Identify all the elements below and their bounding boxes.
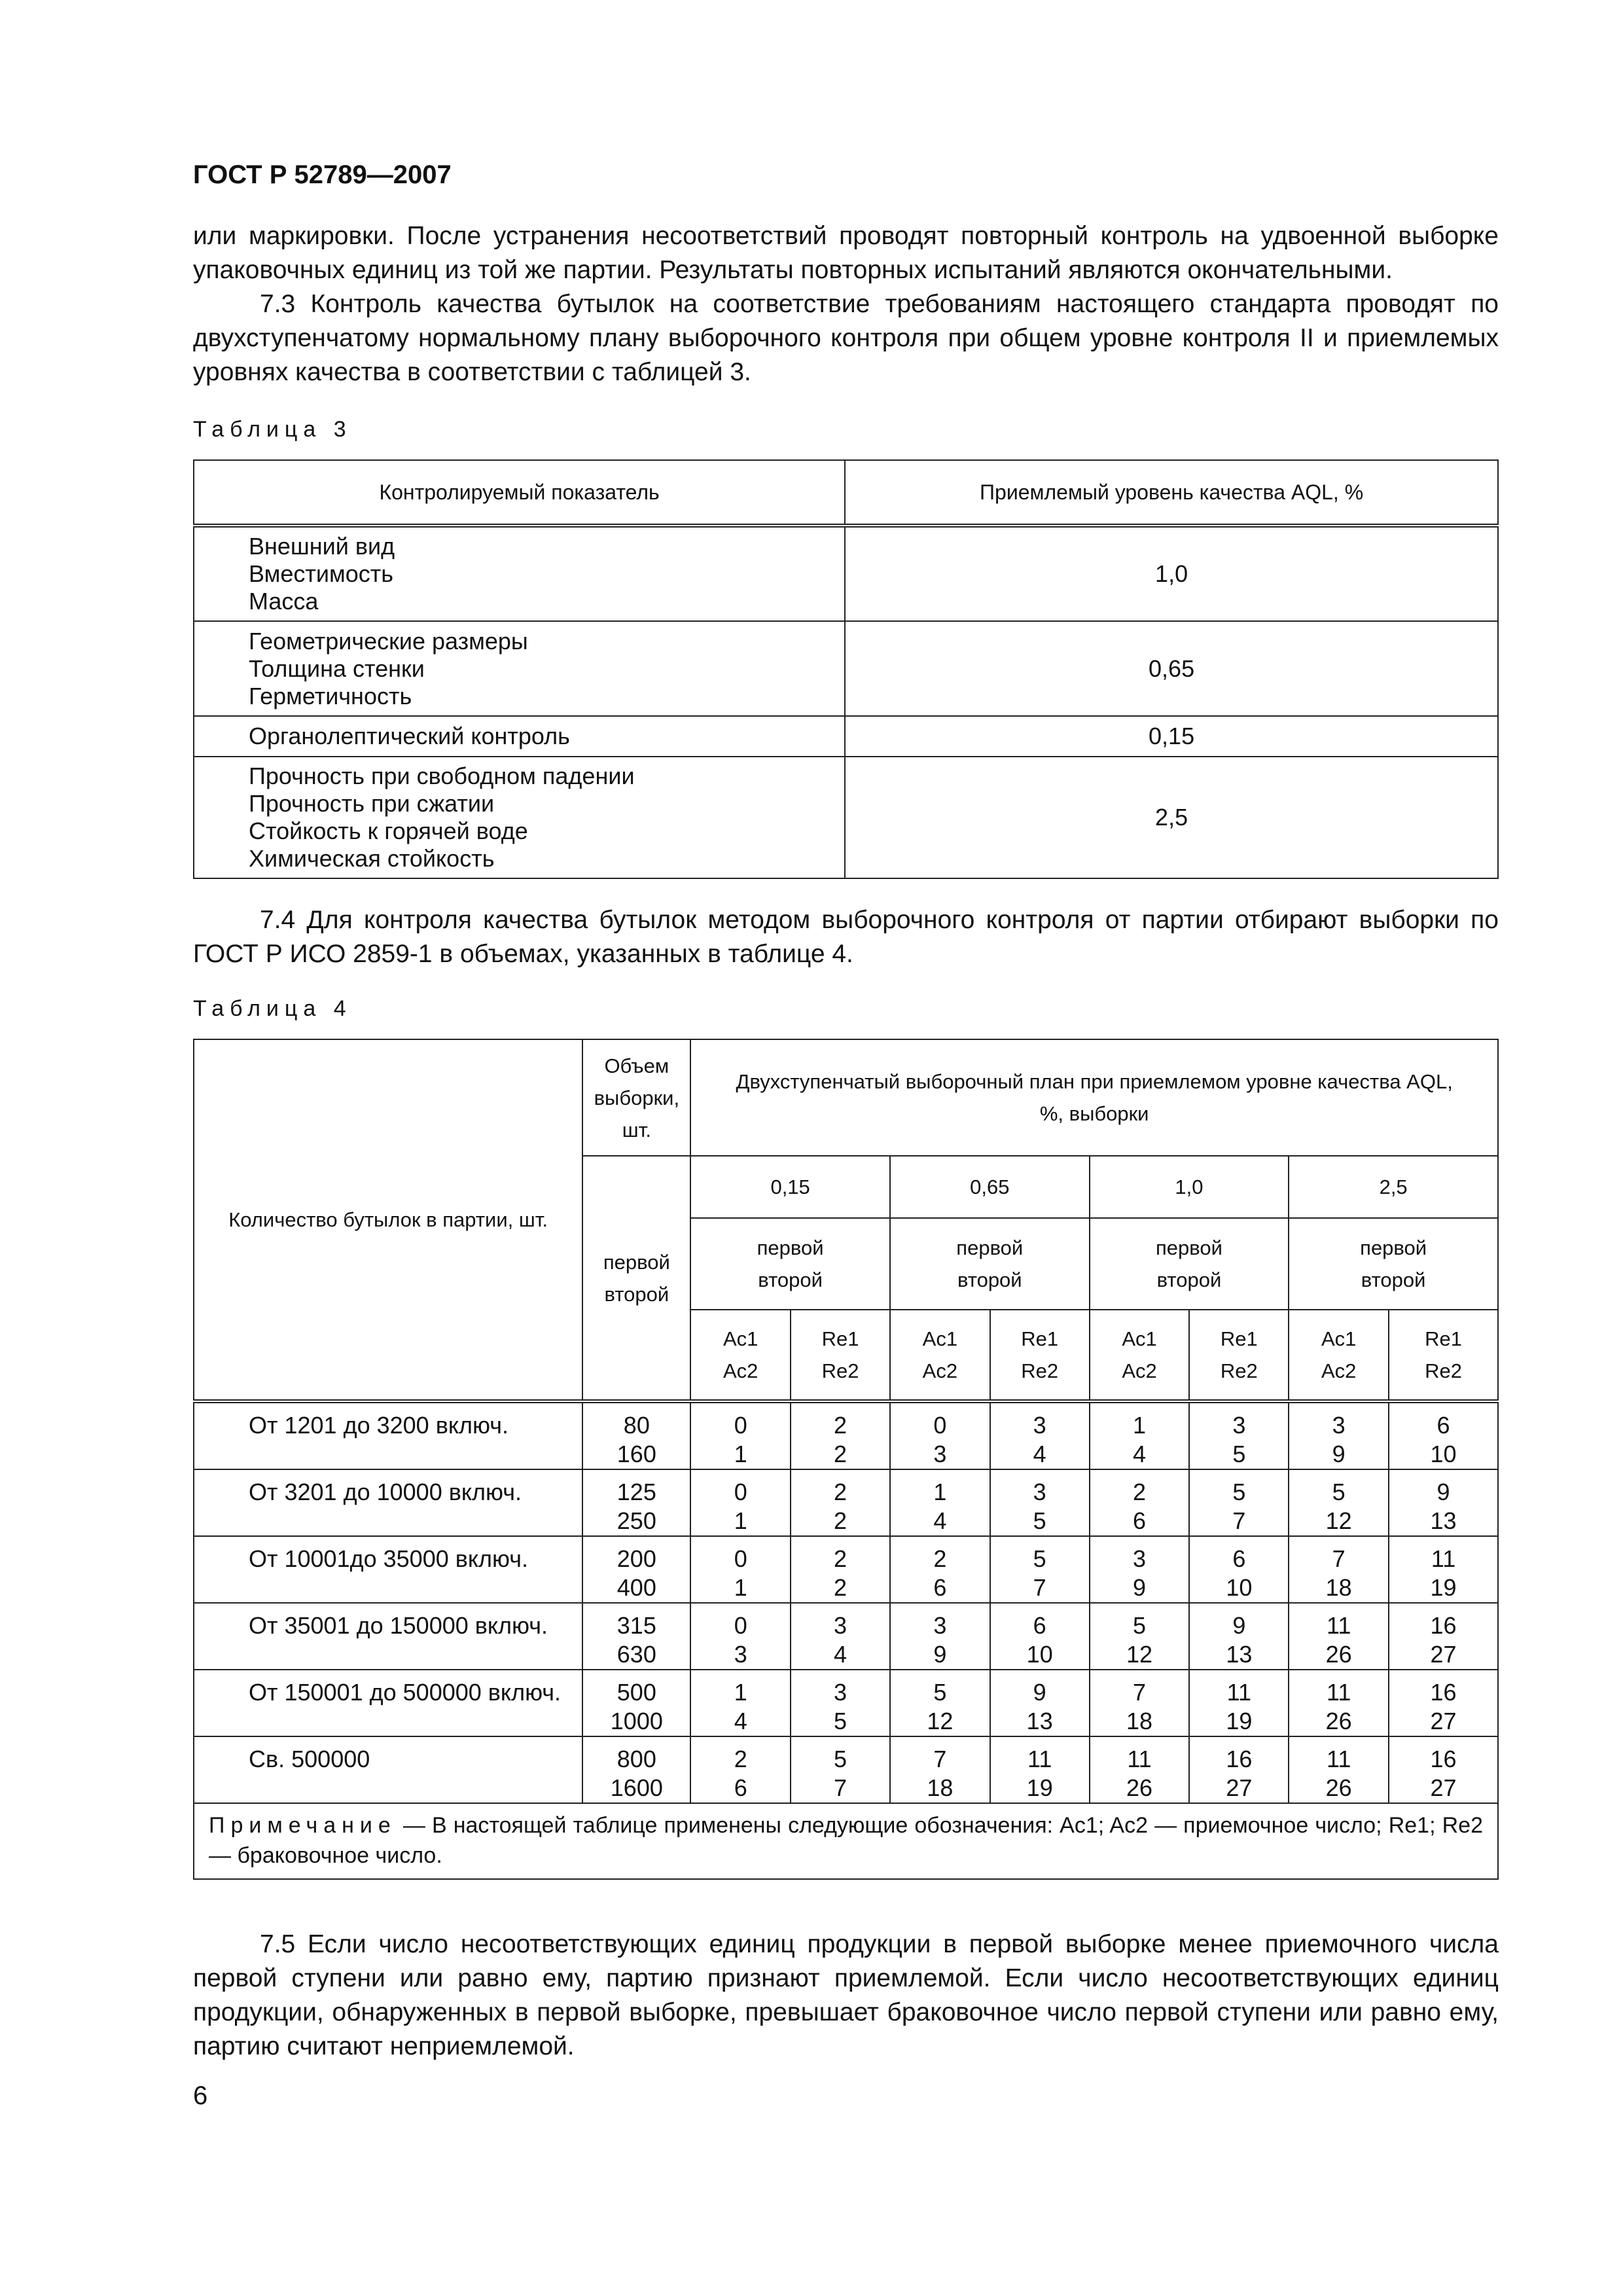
table4-cell-re: 5 7 xyxy=(1189,1469,1289,1536)
table4-cell-re: 16 27 xyxy=(1389,1603,1498,1670)
table4-cell-ac: 2 6 xyxy=(690,1736,791,1803)
table4-cell-re: 2 2 xyxy=(791,1469,890,1536)
table4-cell-re: 5 7 xyxy=(791,1736,890,1803)
table4-aql-level: 1,0 xyxy=(1090,1156,1289,1218)
table4-re-label: Re1 Re2 xyxy=(791,1310,890,1401)
table4-caption: Таблица 4 xyxy=(193,996,352,1021)
table4-cell-ac: 11 26 xyxy=(1090,1736,1190,1803)
table4-cell-re: 3 5 xyxy=(1189,1401,1289,1469)
table4-row-sample-size: 125 250 xyxy=(582,1469,690,1536)
table3-row-value: 0,65 xyxy=(845,621,1498,716)
table4-re-label: Re1 Re2 xyxy=(990,1310,1090,1401)
table4-cell-ac: 0 3 xyxy=(890,1401,990,1469)
table4-cell-ac: 2 6 xyxy=(890,1536,990,1603)
page-number: 6 xyxy=(193,2081,208,2110)
table4-re-label: Re1 Re2 xyxy=(1189,1310,1289,1401)
table4-cell-ac: 11 26 xyxy=(1289,1603,1389,1670)
table4-cell-re: 9 13 xyxy=(1189,1603,1289,1670)
table4-row xyxy=(194,1603,1498,1670)
table4-aql-level: 0,65 xyxy=(890,1156,1090,1218)
table4-sample-order-label: первой второй xyxy=(1090,1218,1289,1310)
table4-cell-re: 3 4 xyxy=(990,1401,1090,1469)
table4-row-sample-size: 800 1600 xyxy=(582,1736,690,1803)
table4-header-sample-size: Объем выборки, шт. xyxy=(582,1039,690,1156)
table4-ac-label: Ac1 Ac2 xyxy=(690,1310,791,1401)
table3-header-indicator: Контролируемый показатель xyxy=(194,460,845,526)
table4-note: Примечание — В настоящей таблице применены следующие обозначения: Ac1; Ac2 — приемочное число; Re1; Re2 — браковочное число. xyxy=(194,1803,1498,1879)
table4-cell-ac: 5 12 xyxy=(890,1670,990,1736)
table4-row-range: От 150001 до 500000 включ. xyxy=(194,1670,582,1736)
table4-cell-ac: 3 9 xyxy=(1289,1401,1389,1469)
table4-cell-ac: 1 4 xyxy=(690,1670,791,1736)
table4-cell-re: 16 27 xyxy=(1189,1736,1289,1803)
table4-cell-re: 6 10 xyxy=(990,1603,1090,1670)
table4-cell-re: 16 27 xyxy=(1389,1736,1498,1803)
table4-cell-ac: 0 3 xyxy=(690,1603,791,1670)
table4-row-sample-size: 80 160 xyxy=(582,1401,690,1469)
table4-cell-re: 11 19 xyxy=(990,1736,1090,1803)
table4-cell-re: 11 19 xyxy=(1389,1536,1498,1603)
paragraph-7-3: 7.3 Контроль качества бутылок на соответствие требованиям настоящего стандарта проводят по двухступенчатому нормальному плану выборочного контроля при общем уровне контроля II и приемлемых уровнях качества в соответствии с таблицей 3. xyxy=(193,290,1499,386)
paragraph-intro: или маркировки. После устранения несоответствий проводят повторный контроль на удвоенной выборке упаковочных единиц из той же партии. Результаты повторных испытаний являются окончательными. xyxy=(193,222,1499,284)
table3-row-indicators: Органолептический контроль xyxy=(194,716,845,757)
table4-row-sample-size: 200 400 xyxy=(582,1536,690,1603)
table4-cell-ac: 5 12 xyxy=(1289,1469,1389,1536)
table4-row-sample-size: 500 1000 xyxy=(582,1670,690,1736)
table4-cell-ac: 7 18 xyxy=(1090,1670,1190,1736)
table4-body xyxy=(194,1401,1498,1803)
table4-row xyxy=(194,1469,1498,1536)
table-4 xyxy=(193,1039,1499,1880)
table3-row-value: 1,0 xyxy=(845,526,1498,621)
table4-cell-ac: 7 18 xyxy=(1289,1536,1389,1603)
table4-row xyxy=(194,1736,1498,1803)
table4-cell-ac: 11 26 xyxy=(1289,1670,1389,1736)
table4-cell-ac: 1 4 xyxy=(1090,1401,1190,1469)
table3-row-indicators: Геометрические размеры Толщина стенки Герметичность xyxy=(194,621,845,716)
table4-cell-ac: 7 18 xyxy=(890,1736,990,1803)
table4-cell-re: 16 27 xyxy=(1389,1670,1498,1736)
table4-row xyxy=(194,1670,1498,1736)
table4-cell-re: 5 7 xyxy=(990,1536,1090,1603)
table4-cell-re: 6 10 xyxy=(1389,1401,1498,1469)
table4-aql-level: 2,5 xyxy=(1289,1156,1498,1218)
table-3 xyxy=(193,459,1499,879)
table4-ac-label: Ac1 Ac2 xyxy=(890,1310,990,1401)
table4-cell-re: 11 19 xyxy=(1189,1670,1289,1736)
table4-re-label: Re1 Re2 xyxy=(1389,1310,1498,1401)
table4-cell-re: 2 2 xyxy=(791,1401,890,1469)
table3-row-indicators: Внешний вид Вместимость Масса xyxy=(194,526,845,621)
table3-row-value: 0,15 xyxy=(845,716,1498,757)
table3-row-value: 2,5 xyxy=(845,757,1498,878)
paragraph-7-5: 7.5 Если число несоответствующих единиц продукции в первой выборке менее приемочного числа первой ступени или равно ему, партию признают приемлемой. Если число несоответствующих единиц продукции, обнаруженных в первой выборке, превышает браковочное число первой ступени или равно ему, партию считают неприемлемой. xyxy=(193,1930,1499,2060)
table4-row-range: От 1201 до 3200 включ. xyxy=(194,1401,582,1469)
table4-sample-order-label: первой второй xyxy=(690,1218,890,1310)
paragraph-7-4: 7.4 Для контроля качества бутылок методом выборочного контроля от партии отбирают выборки по ГОСТ Р ИСО 2859-1 в объемах, указанных в таблице 4. xyxy=(193,906,1499,968)
table4-cell-ac: 0 1 xyxy=(690,1536,791,1603)
table4-cell-re: 6 10 xyxy=(1189,1536,1289,1603)
table4-cell-re: 9 13 xyxy=(990,1670,1090,1736)
table4-cell-re: 2 2 xyxy=(791,1536,890,1603)
table4-row xyxy=(194,1536,1498,1603)
table4-row-sample-size: 315 630 xyxy=(582,1603,690,1670)
document-header: ГОСТ Р 52789—2007 xyxy=(193,160,452,189)
table4-header-sample-order: первой второй xyxy=(582,1156,690,1401)
table4-ac-label: Ac1 Ac2 xyxy=(1090,1310,1190,1401)
table4-cell-ac: 0 1 xyxy=(690,1401,791,1469)
table4-cell-re: 3 4 xyxy=(791,1603,890,1670)
table4-cell-ac: 11 26 xyxy=(1289,1736,1389,1803)
table4-row-range: От 35001 до 150000 включ. xyxy=(194,1603,582,1670)
table4-cell-re: 3 5 xyxy=(990,1469,1090,1536)
table4-sample-order-label: первой второй xyxy=(1289,1218,1498,1310)
table4-header-quantity: Количество бутылок в партии, шт. xyxy=(194,1039,582,1401)
table4-row-range: От 3201 до 10000 включ. xyxy=(194,1469,582,1536)
table4-cell-ac: 2 6 xyxy=(1090,1469,1190,1536)
table4-cell-ac: 3 9 xyxy=(1090,1536,1190,1603)
table4-cell-ac: 1 4 xyxy=(890,1469,990,1536)
table4-row xyxy=(194,1401,1498,1469)
table4-ac-label: Ac1 Ac2 xyxy=(1289,1310,1389,1401)
table4-cell-re: 3 5 xyxy=(791,1670,890,1736)
table4-cell-re: 9 13 xyxy=(1389,1469,1498,1536)
table4-row-range: От 10001до 35000 включ. xyxy=(194,1536,582,1603)
table4-row-range: Св. 500000 xyxy=(194,1736,582,1803)
table3-row-indicators: Прочность при свободном падении Прочность при сжатии Стойкость к горячей воде Химическая стойкость xyxy=(194,757,845,878)
table3-header-aql: Приемлемый уровень качества AQL, % xyxy=(845,460,1498,526)
table4-aql-level: 0,15 xyxy=(690,1156,890,1218)
table4-sample-order-label: первой второй xyxy=(890,1218,1090,1310)
table4-header-plan: Двухступенчатый выборочный план при приемлемом уровне качества AQL, %, выборки xyxy=(690,1039,1498,1156)
table3-caption: Таблица 3 xyxy=(193,417,352,442)
table4-cell-ac: 3 9 xyxy=(890,1603,990,1670)
table4-cell-ac: 0 1 xyxy=(690,1469,791,1536)
table4-cell-ac: 5 12 xyxy=(1090,1603,1190,1670)
